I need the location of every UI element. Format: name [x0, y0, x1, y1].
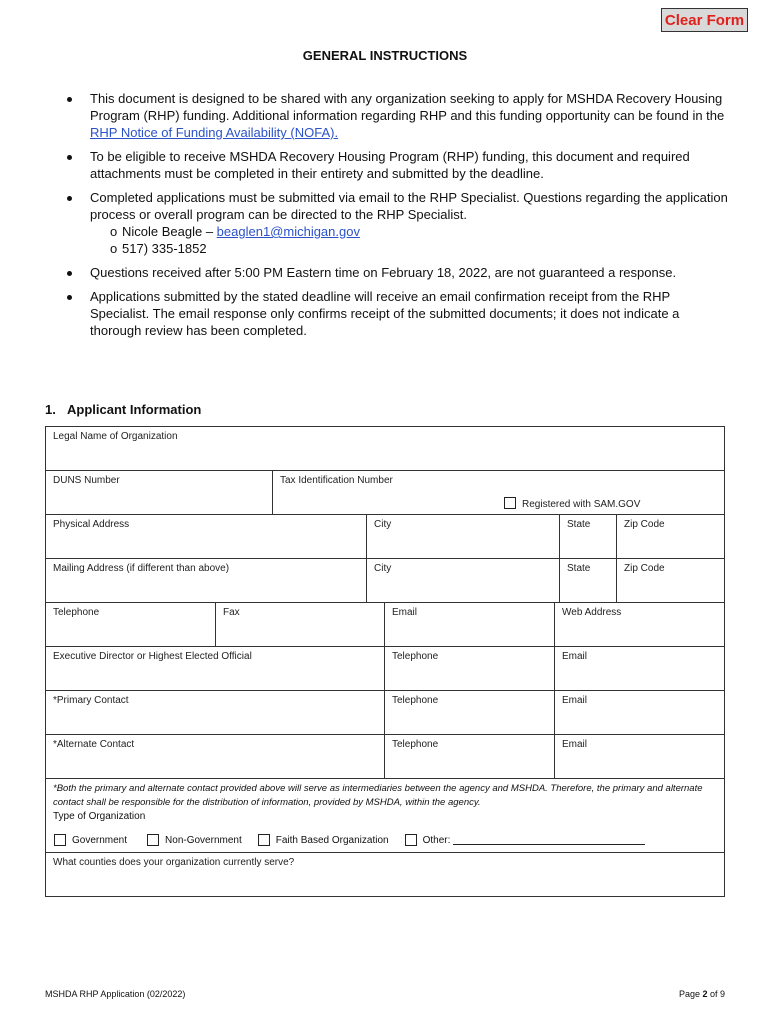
contact-name-item	[90, 223, 730, 240]
field-label: Email	[392, 607, 418, 618]
form-row	[46, 691, 724, 735]
field-label: DUNS Number	[53, 475, 120, 486]
field-label: State	[567, 563, 591, 574]
web-address-field[interactable]	[555, 603, 724, 646]
counties-field[interactable]	[46, 853, 724, 896]
field-label: Email	[562, 739, 588, 750]
exec-telephone-field[interactable]	[385, 647, 555, 690]
instruction-text: This document is designed to be shared with any organization seeking to apply for MSHDA Recovery Housing Program (RHP) funding. Additional information regarding RHP and this funding opportunity can be found in the	[90, 91, 725, 123]
form-row	[46, 471, 724, 515]
faith-based-checkbox[interactable]	[258, 834, 270, 846]
field-label: Legal Name of Organization	[53, 431, 178, 442]
org-type-options	[46, 834, 724, 846]
field-label: *Primary Contact	[53, 695, 129, 706]
footer-form-id: MSHDA RHP Application (02/2022)	[45, 989, 186, 999]
fax-field[interactable]	[216, 603, 385, 646]
contact-phone-item	[90, 240, 730, 257]
instruction-text: Questions received after 5:00 PM Eastern time on February 18, 2022, are not guaranteed a response.	[90, 265, 677, 280]
sam-label: Registered with SAM.GOV	[522, 499, 641, 510]
instruction-item	[60, 148, 730, 182]
exec-email-field[interactable]	[555, 647, 724, 690]
field-label: Telephone	[392, 695, 439, 706]
page-prefix: Page	[678, 989, 703, 999]
section-title: Applicant Information	[67, 402, 202, 417]
contact-name: Nicole Beagle –	[122, 224, 217, 239]
government-checkbox[interactable]	[54, 834, 66, 846]
contact-email-link[interactable]: beaglen1@michigan.gov	[216, 224, 360, 239]
form-row	[46, 427, 724, 471]
mailing-address-field[interactable]	[46, 559, 367, 602]
page-current: 2	[702, 989, 708, 999]
page-suffix: of 9	[707, 989, 725, 999]
form-row	[46, 559, 724, 603]
form-row	[46, 647, 724, 691]
field-label: Email	[562, 651, 588, 662]
field-label: Zip Code	[624, 519, 665, 530]
field-label: Telephone	[392, 739, 439, 750]
instruction-text: Applications submitted by the stated deadline will receive an email confirmation receipt from the RHP Specialist. The email response only confirms receipt of the submitted documents; it does not indicate a thorough review has been completed.	[90, 289, 680, 338]
primary-contact-field[interactable]	[46, 691, 385, 734]
mailing-state-field[interactable]	[560, 559, 617, 602]
primary-telephone-field[interactable]	[385, 691, 555, 734]
form-row	[46, 515, 724, 559]
section-heading	[45, 402, 201, 417]
form-row	[46, 779, 724, 853]
type-option-other	[405, 834, 646, 846]
type-label: Non-Government	[165, 834, 242, 846]
other-checkbox[interactable]	[405, 834, 417, 846]
form-row	[46, 735, 724, 779]
legal-name-field[interactable]	[46, 427, 724, 470]
type-label: Government	[72, 834, 128, 846]
field-label: City	[374, 563, 392, 574]
type-option-nongov	[147, 834, 242, 846]
mailing-zip-field[interactable]	[617, 559, 724, 602]
org-type-label: Type of Organization	[53, 811, 146, 822]
type-option-faith	[258, 834, 389, 846]
sam-checkbox-group	[504, 497, 640, 510]
physical-address-field[interactable]	[46, 515, 367, 558]
alternate-telephone-field[interactable]	[385, 735, 555, 778]
non-government-checkbox[interactable]	[147, 834, 159, 846]
instruction-item	[60, 288, 730, 339]
field-label: Tax Identification Number	[280, 475, 393, 486]
primary-email-field[interactable]	[555, 691, 724, 734]
applicant-form	[45, 426, 725, 897]
field-label: Physical Address	[53, 519, 130, 530]
field-label: City	[374, 519, 392, 530]
field-label: *Alternate Contact	[53, 739, 135, 750]
alternate-contact-field[interactable]	[46, 735, 385, 778]
instruction-text: Completed applications must be submitted via email to the RHP Specialist. Questions regarding the application process or overall program can be directed to the RHP Specialist.	[90, 190, 728, 222]
exec-director-field[interactable]	[46, 647, 385, 690]
page-number	[679, 989, 725, 999]
field-label: Zip Code	[624, 563, 665, 574]
city-field[interactable]	[367, 515, 560, 558]
type-label: Faith Based Organization	[275, 834, 389, 846]
email-field[interactable]	[385, 603, 555, 646]
field-label: Executive Director or Highest Elected Official	[53, 651, 252, 662]
field-label: Mailing Address (if different than above)	[53, 563, 230, 574]
page-title: GENERAL INSTRUCTIONS	[302, 48, 468, 63]
instruction-item	[60, 90, 730, 141]
contact-list	[90, 223, 730, 257]
nofa-link[interactable]: RHP Notice of Funding Availability (NOFA).	[90, 125, 339, 140]
field-label: Fax	[223, 607, 240, 618]
form-row	[46, 603, 724, 647]
form-row	[46, 853, 724, 896]
field-label: Web Address	[562, 607, 622, 618]
field-label: Telephone	[53, 607, 100, 618]
clear-form-button[interactable]: Clear Form	[661, 8, 748, 32]
section-number: 1.	[45, 402, 56, 417]
sub-bullet: o	[110, 241, 118, 256]
instruction-text: To be eligible to receive MSHDA Recovery Housing Program (RHP) funding, this document and required attachments must be completed in their entirety and submitted by the deadline.	[90, 149, 690, 181]
contact-note: *Both the primary and alternate contact provided above will serve as intermediaries between the agency and MSHDA. Therefore, the primary and alternate contact shall be responsible for the distribution of information, provided by MSHDA, within the agency.	[53, 783, 703, 808]
sam-checkbox[interactable]	[504, 497, 516, 509]
type-option-government	[54, 834, 127, 846]
field-label: State	[567, 519, 591, 530]
contact-phone: 517) 335-1852	[122, 241, 207, 256]
telephone-field[interactable]	[46, 603, 216, 646]
other-input[interactable]	[453, 835, 645, 845]
duns-field[interactable]	[46, 471, 273, 514]
instruction-item	[60, 264, 730, 281]
tax-id-field[interactable]	[273, 471, 724, 514]
sub-bullet: o	[110, 224, 118, 239]
zip-field[interactable]	[617, 515, 724, 558]
field-label: Telephone	[392, 651, 439, 662]
mailing-city-field[interactable]	[367, 559, 560, 602]
field-label: Email	[562, 695, 588, 706]
org-type-block	[46, 779, 724, 852]
instruction-item	[60, 189, 730, 257]
alternate-email-field[interactable]	[555, 735, 724, 778]
type-label: Other:	[422, 834, 451, 846]
field-label: What counties does your organization currently serve?	[53, 857, 295, 868]
instructions-list	[60, 90, 730, 346]
state-field[interactable]	[560, 515, 617, 558]
